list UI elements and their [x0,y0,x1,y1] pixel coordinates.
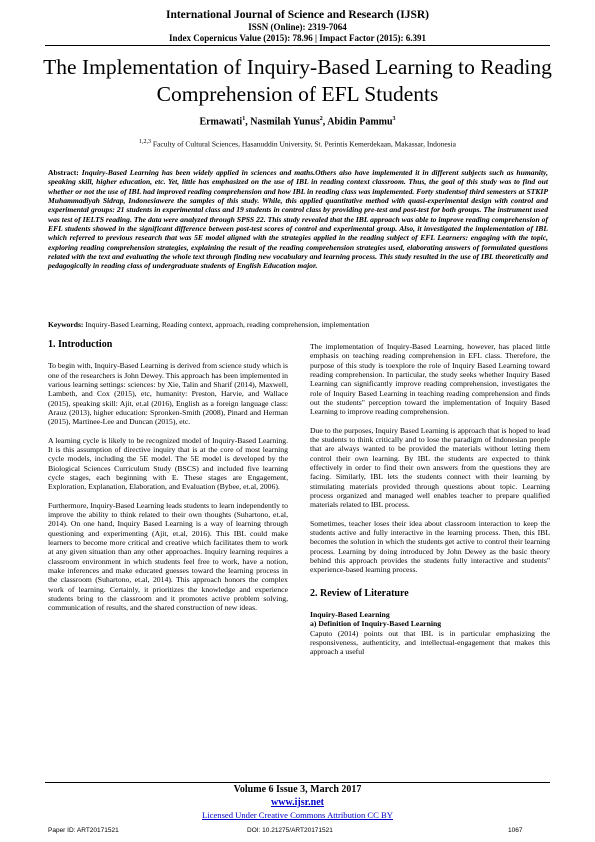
paragraph: To begin with, Inquiry-Based Learning is derived from science study which is one of the researchers is John Dewey. This approach has been implemented in various learning settings: sciences: by Xie, Talin and Sharif (2014), Maxwell, Lambeth, and Cox (2015), etc, humanity: Preston, Harvie, and Wallace (2015), speaking skill: Ajit, et.al (2016), English as a foreign language class: Arauz (2013), higher education: Spronken-Smith (2008), Pinard and Herman (2015), Martinee-Lee and Duncan (2015), etc. [48,361,288,427]
subheading-ibl: Inquiry-Based Learning [310,609,390,619]
keywords [48,320,548,329]
paragraph: Furthermore, Inquiry-Based Learning leads students to learn independently to improve the ability to think related to their own thoughts (Suhartono, et.al, 2014). On one hand, Inquiry Based Learning is a way of learning through questioning and experimenting (Ajit, et.al, 2016). This IBL could make learners to become more critical and creative which facilitates them to work at any given situation than any other approaches. Inquiry learning requires a classroom environment in which students feel free to work, have a notion, make inferences and make educated guesses toward the learning process in the classroom (Suhartono, et.al, 2014). This approach honors the complex work of learning. Certainly, it prioritizes the knowledge and experience students bring to the classroom and it promotes active problem solving, communication of results, and the shared construction of new ideas. [48,500,288,613]
right-column [310,342,550,666]
paragraph: Caputo (2014) points out that IBL is in particular emphasizing the responsiveness, authenticity, and intellectual-engagement that makes this approach a useful [310,628,550,657]
subheading-definition: a) Definition of Inquiry-Based Learning [310,619,442,629]
keywords-label: Keywords: [48,320,84,329]
index-value: Index Copernicus Value (2015): 78.96 | Impact Factor (2015): 6.391 [168,33,427,43]
authors: Ermawati$^1$, Nasmilah Yunus$^2$, Abidin Pammu$^3$ [199,116,396,128]
abstract-text: Inquiry-Based Learning has been widely applied in sciences and maths.Others also have implemented it in different subjects such as humanity, speaking skill, higher education, etc. Yet, little has emphasized on the use of IBL in reading context classroom. Thus, the goal of this study was to find out whether or not the use of IBL had improved reading comprehension and how IBL in reading class was implemented. Forty studentsof third semesters at STKIP Muhammadiyah Sidrap, Indonesiawere the samples of this study. While, this applied quantitative method with quasi-experimental design with control and experimental groups: 21 students in experimental class and 19 students in control class by providing pre-test and post-test for both groups. The instrument used was test of IELTS reading. The data were analyzed through SPSS 22. This study revealed that the IBL approach was able to improve reading comprehension of EFL students showed in the significant difference between post-test scores of control and experimental group. Also, it investigated the implementation of IBL which referred to previous research that was 5E model aligned with the strategies applied in the reading subject of EFL Learners: engaging with the topic, exploring reading comprehension strategies, explaining the result of the reading comprehension strategies used, elaborating answers of formulated questions related with the text and evaluating the whole text through finding new vocabulary and learning process. This study resulted in the use of IBL theoretically and pedagogically in reading class of undergraduate students of English Education major. [48,168,548,271]
left-column [48,340,288,622]
journal-website-link[interactable]: www.ijsr.net [271,797,324,808]
author-1: Ermawati [199,116,243,128]
doi: DOI: 10.21275/ART20171521 [247,827,333,834]
issn: ISSN (Online): 2319-7064 [248,22,347,32]
author-2: Nasmilah Yunus [250,116,320,128]
volume-issue: Volume 6 Issue 3, March 2017 [233,784,362,795]
section-heading-introduction: 1. Introduction [48,339,113,350]
footer-divider [45,782,550,783]
paragraph: Sometimes, teacher loses their idea about classroom interaction to keep the students active and fully interactive in the learning process. Then, this IBL becomes the solution in which the students get active to control their learning process. Learning by doing introduced by John Dewey as the basic theory behind this approach provides the students fully interactive and students" experience-based learning process. [310,518,550,575]
affiliation: $^{1,2,3}$ Faculty of Cultural Sciences, Hasanuddin University, St. Perintis Kemerdekaan, Makassar, Indonesia [139,139,456,149]
paragraph: The implementation of Inquiry-Based Learning, however, has placed little emphasis on teaching reading comprehension in EFL class. Therefore, the purpose of this study is toexplore the role of Inquiry Based Learning toward reading comprehension. In particular, the study seeks whether Inquiry Based Learning can significantly improve reading comprehension, investigates the role of Inquiry Based Learning in teaching reading comprehension and finds out the students" perception toward the implementation of Inquiry Based Learning to improve reading comprehension. [310,342,550,417]
paper-title: The Implementation of Inquiry-Based Learning to Reading Comprehension of EFL Students [43,55,552,106]
journal-name: International Journal of Science and Research (IJSR) [165,9,429,21]
section-heading-review: 2. Review of Literature [310,587,409,599]
page-number: 1067 [508,827,523,834]
paragraph: A learning cycle is likely to be recognized model of Inquiry-Based Learning. It is this assumption of directive inquiry that is at the core of most learning cycle models, including the 5E model. The 5E model is developed by the Biological Sciences Curriculum Study (BSCS) and included five learning cycle stages, each beginning with E. These stages are Engagement, Exploration, Explanation, Elaboration, and Evaluation (Bybee, et.al, 2006). [48,435,288,492]
paper-id: Paper ID: ART20171521 [48,827,119,834]
license-link[interactable]: Licensed Under Creative Commons Attribution CC BY [202,810,393,820]
header-divider [45,45,550,46]
keywords-text: Inquiry-Based Learning, Reading context, approach, reading comprehension, implementation [83,320,370,329]
paragraph: Due to the purposes, Inquiry Based Learning is approach that is hoped to lead the students to think critically and to lose the paradigm of Indonesian people that are always wanted to be provided the materials without letting them control their own learning. By IBL the students are expected to think effectively in order to find their own answers from the questions they are facing. Similarly, IBL lets the students connect with their learning by stimulating materials provided through questions about topic. Learning process organized and managed well enables teacher to prepare qualified materials related to IBL process. [310,425,550,510]
author-3: Abidin Pammu [327,116,393,128]
abstract [48,168,548,271]
abstract-label: Abstract: [48,168,79,177]
